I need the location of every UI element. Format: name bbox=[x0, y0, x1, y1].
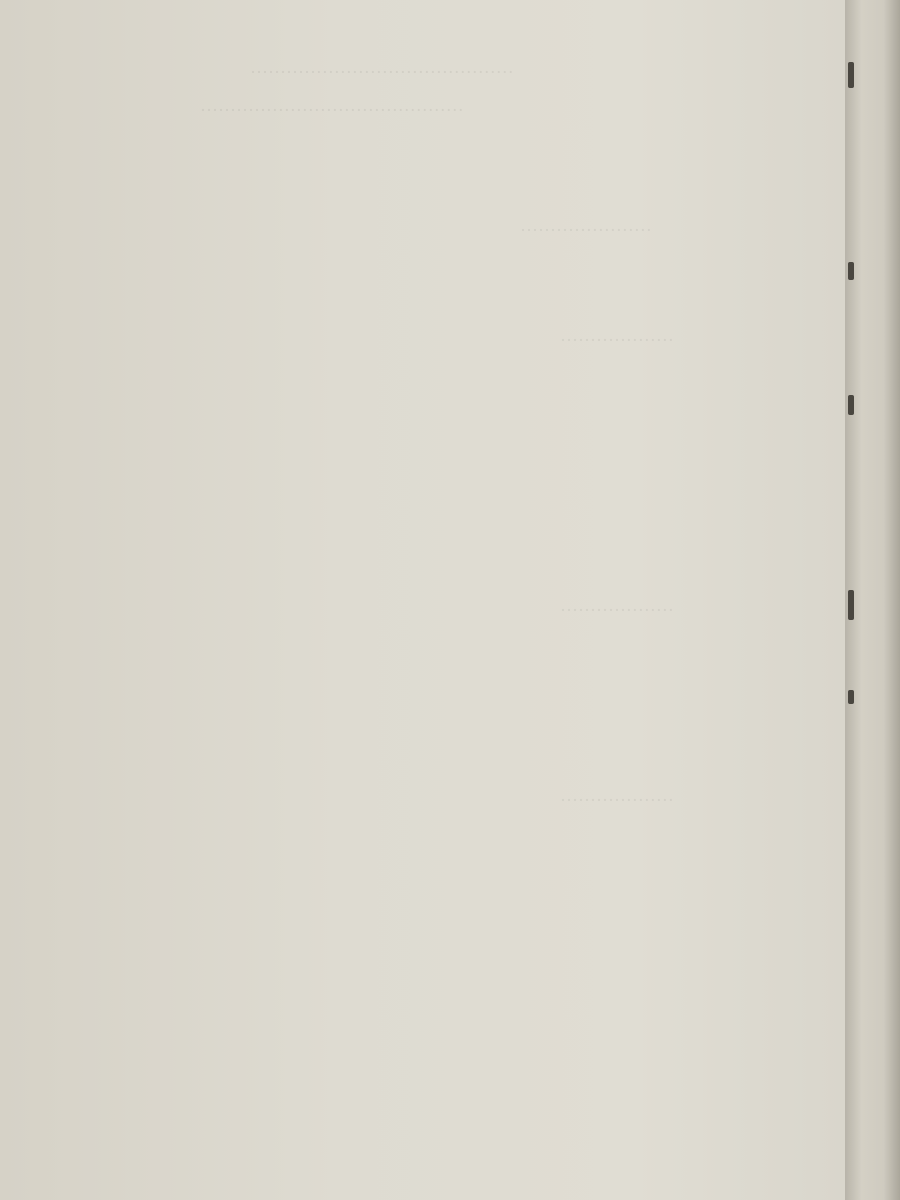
binding-notch bbox=[848, 690, 854, 704]
show-through-text: ············································ bbox=[200, 100, 464, 120]
binding-notch bbox=[848, 262, 854, 280]
show-through-text: ··················· bbox=[560, 790, 674, 810]
binding-notch bbox=[848, 62, 854, 88]
show-through-text: ··················· bbox=[560, 600, 674, 620]
show-through-text: ··················· bbox=[560, 330, 674, 350]
binding-notch bbox=[848, 590, 854, 620]
show-through-text: ······················ bbox=[520, 220, 652, 240]
binding-notch bbox=[848, 395, 854, 415]
show-through-text: ············································ bbox=[250, 62, 514, 82]
